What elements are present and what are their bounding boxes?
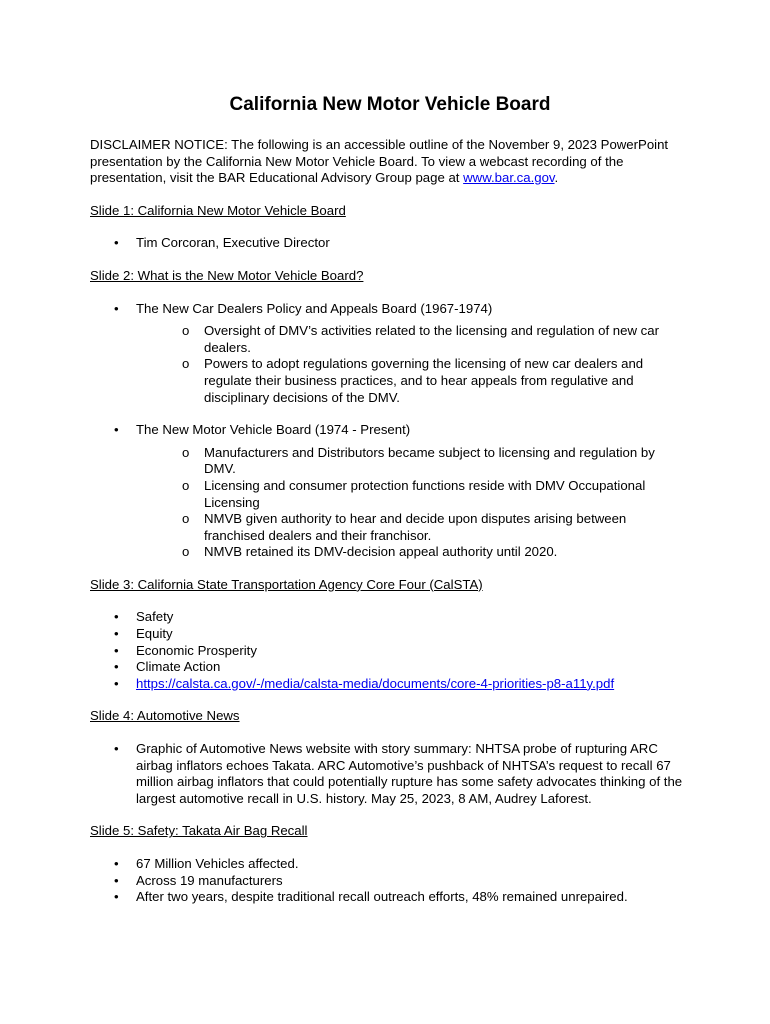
slide-4-heading: Slide 4: Automotive News [90, 708, 240, 724]
sub-list [136, 445, 690, 561]
list-item: • Economic Prosperity [90, 643, 690, 660]
disclaimer-end: . [554, 170, 559, 186]
document-page [90, 92, 690, 922]
list-item [90, 676, 690, 693]
slide-1-heading: Slide 1: California New Motor Vehicle Board [90, 202, 346, 218]
list-item-text: The New Motor Vehicle Board (1974 - Present) [136, 422, 411, 438]
list-item: • Tim Corcoran, Executive Director [90, 235, 690, 252]
list-item: • 67 Million Vehicles affected. [90, 856, 690, 873]
sub-list-item: o NMVB retained its DMV-decision appeal authority until 2020. [136, 544, 690, 561]
sub-list [136, 323, 690, 406]
list-item [90, 422, 690, 561]
disclaimer-notice [90, 137, 690, 187]
slide-5-heading: Slide 5: Safety: Takata Air Bag Recall [90, 823, 308, 839]
list-item [90, 301, 690, 407]
list-item: • Equity [90, 626, 690, 643]
sub-list-item: o NMVB given authority to hear and decide upon disputes arising between franchised dealers and their franchisor. [136, 511, 690, 544]
slide-3-heading: Slide 3: California State Transportation Agency Core Four (CalSTA) [90, 576, 483, 592]
slide-4-bullets [90, 741, 690, 807]
list-item: • Graphic of Automotive News website with story summary: NHTSA probe of rupturing ARC airbag inflators echoes Takata. ARC Automotive’s pushback of NHTSA’s request to recall 67 million airbag inflators that could potentially rupture has some safety advocates thinking of the largest automotive recall in U.S. history. May 25, 2023, 8 AM, Audrey Laforest. [90, 741, 690, 807]
list-item: • Safety [90, 609, 690, 626]
sub-list-item: o Oversight of DMV’s activities related to the licensing and regulation of new car dealers. [136, 323, 690, 356]
slide-2-heading: Slide 2: What is the New Motor Vehicle Board? [90, 267, 364, 283]
slide-2-bullets [90, 301, 690, 561]
list-item-text: The New Car Dealers Policy and Appeals Board (1967-1974) [136, 300, 493, 316]
sub-list-item: o Powers to adopt regulations governing the licensing of new car dealers and regulate their business practices, and to hear appeals from regulative and disciplinary decisions of the DMV. [136, 356, 690, 406]
bar-website-link[interactable]: www.bar.ca.gov [463, 170, 555, 186]
page-title: California New Motor Vehicle Board [229, 94, 551, 115]
sub-list-item: o Licensing and consumer protection functions reside with DMV Occupational Licensing [136, 478, 690, 511]
list-item: • Climate Action [90, 659, 690, 676]
slide-3-bullets [90, 609, 690, 692]
list-item: • Across 19 manufacturers [90, 873, 690, 890]
disclaimer-text: DISCLAIMER NOTICE: The following is an accessible outline of the November 9, 2023 PowerPoint presentation by the California New Motor Vehicle Board. To view a webcast recording of the presentation, visit the BAR Educational Advisory Group page at [90, 137, 669, 186]
list-item: • After two years, despite traditional recall outreach efforts, 48% remained unrepaired. [90, 889, 690, 906]
slide-5-bullets [90, 856, 690, 906]
slide-1-bullets [90, 235, 690, 252]
sub-list-item: o Manufacturers and Distributors became subject to licensing and regulation by DMV. [136, 445, 690, 478]
calsta-priorities-link[interactable]: https://calsta.ca.gov/-/media/calsta-media/documents/core-4-priorities-p8-a11y.pdf [136, 675, 615, 691]
